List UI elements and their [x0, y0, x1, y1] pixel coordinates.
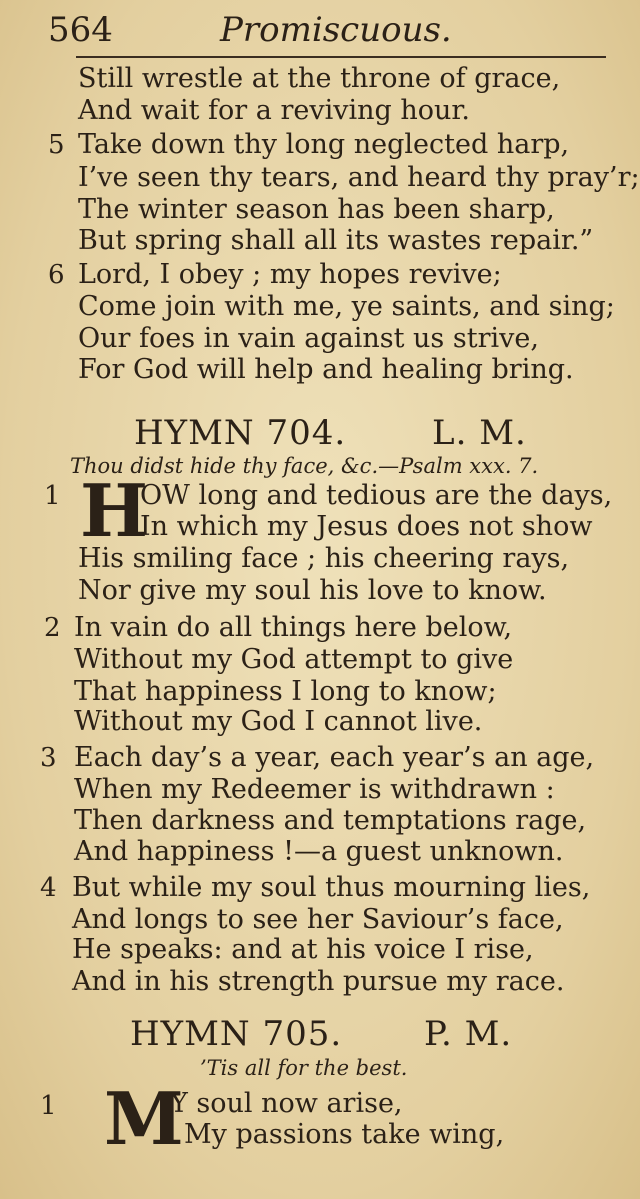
verse-line: And longs to see her Saviour’s face, [72, 904, 564, 935]
verse-line: That happiness I long to know; [74, 676, 497, 707]
verse-line: In which my Jesus does not show [140, 511, 593, 542]
verse-line: In vain do all things here below, [74, 612, 513, 643]
hymn-meter: L. M. [432, 413, 527, 453]
verse-line: Each day’s a year, each year’s an age, [74, 742, 595, 773]
verse-line: I’ve seen thy tears, and heard thy pray’r; [78, 162, 640, 193]
running-title: Promiscuous. [220, 10, 452, 50]
header-rule [76, 56, 606, 58]
verse-line: Come join with me, ye saints, and sing; [78, 291, 615, 322]
verse-number: 2 [44, 613, 61, 643]
page-header [48, 8, 610, 52]
verse-line: Without my God attempt to give [74, 644, 514, 675]
verse-line: Nor give my soul his love to know. [78, 575, 547, 606]
drop-cap: M [104, 1076, 184, 1161]
hymn-title: HYMN 704. [134, 413, 347, 453]
verse-line: OW long and tedious are the days, [140, 480, 613, 511]
hymn-epigraph: ’Tis all for the best. [200, 1056, 408, 1080]
verse-line: And happiness !—a guest unknown. [74, 836, 564, 867]
verse-line: But spring shall all its wastes repair.” [78, 225, 594, 256]
verse-line: Take down thy long neglected harp, [78, 129, 570, 160]
verse-line: And in his strength pursue my race. [72, 966, 565, 997]
verse-line: The winter season has been sharp, [78, 194, 555, 225]
verse-line: Without my God I cannot live. [74, 706, 483, 737]
verse-number: 5 [48, 130, 65, 160]
verse-line: For God will help and healing bring. [78, 354, 574, 385]
hymn-epigraph: Thou didst hide thy face, &c.—Psalm xxx. 7. [70, 454, 539, 478]
verse-number: 1 [40, 1091, 57, 1121]
hymn-meter: P. M. [424, 1014, 513, 1054]
verse-line: And wait for a reviving hour. [78, 95, 470, 126]
hymn-title: HYMN 705. [130, 1014, 343, 1054]
verse-number: 4 [40, 873, 57, 903]
verse-number: 6 [48, 260, 65, 290]
verse-line: Lord, I obey ; my hopes revive; [78, 259, 502, 290]
drop-cap: H [80, 468, 149, 553]
page-number: 564 [48, 10, 113, 50]
verse-line: Y soul now arise, [170, 1088, 403, 1119]
verse-line: He speaks: and at his voice I rise, [72, 934, 534, 965]
verse-line: His smiling face ; his cheering rays, [78, 543, 570, 574]
verse-line: Our foes in vain against us strive, [78, 323, 539, 354]
verse-number: 3 [40, 743, 57, 773]
verse-line: When my Redeemer is withdrawn : [74, 774, 555, 805]
verse-line: My passions take wing, [184, 1119, 505, 1150]
verse-line: Then darkness and temptations rage, [74, 805, 587, 836]
verse-line: Still wrestle at the throne of grace, [78, 63, 561, 94]
verse-number: 1 [44, 481, 61, 511]
verse-line: But while my soul thus mourning lies, [72, 872, 591, 903]
